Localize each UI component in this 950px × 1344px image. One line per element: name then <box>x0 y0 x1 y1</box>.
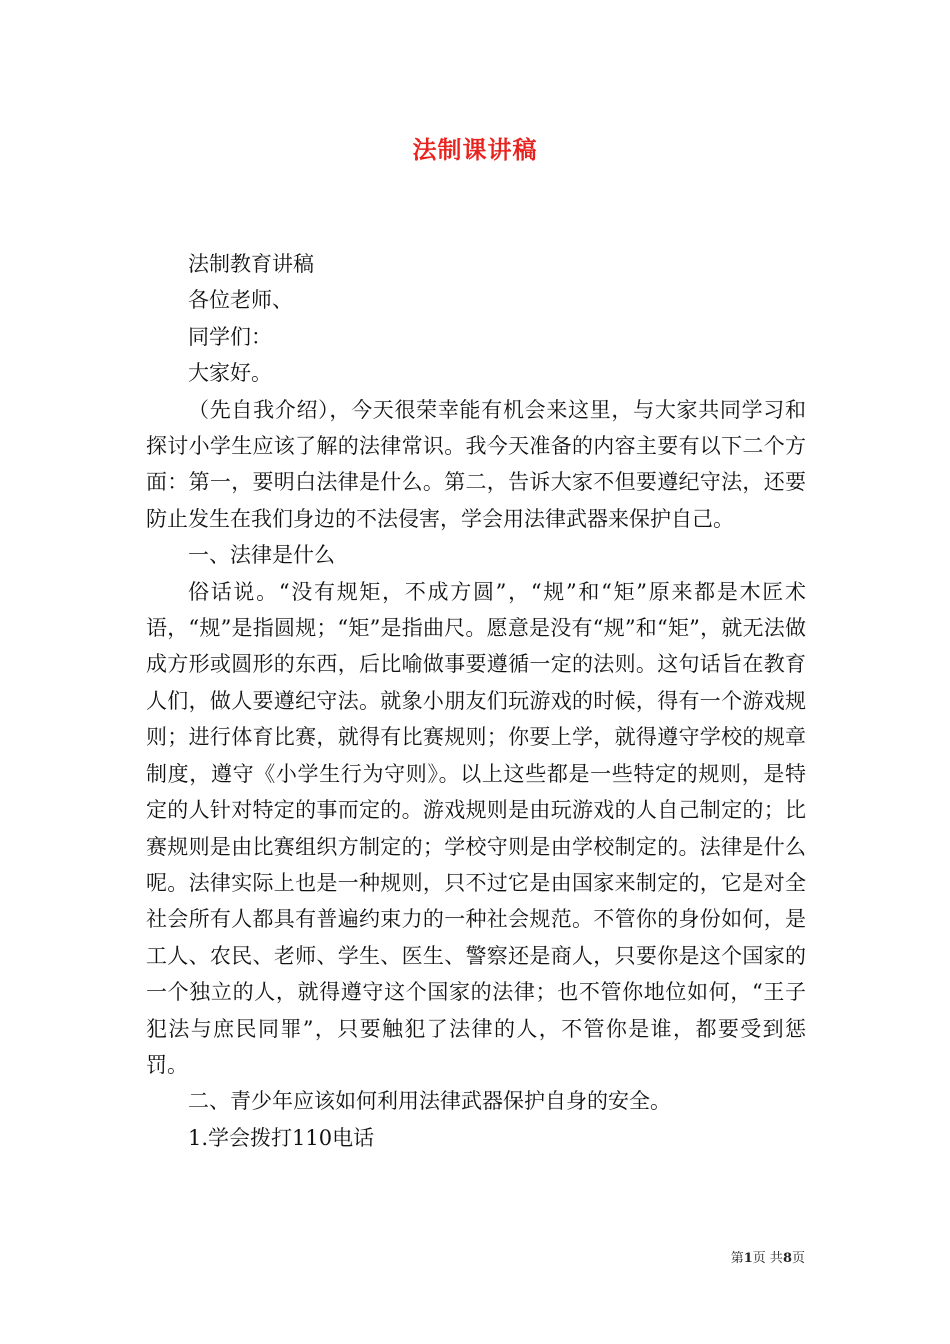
footer-middle: 页 共 <box>752 1251 783 1266</box>
footer-total-pages: 8 <box>782 1251 792 1266</box>
footer-suffix: 页 <box>791 1251 805 1266</box>
page-footer <box>731 1247 805 1266</box>
paragraph-salutation-teachers: 各位老师、 <box>188 288 293 313</box>
paragraph-intro: （先自我介绍），今天很荣幸能有机会来这里，与大家共同学习和探讨小学生应该了解的法律常识。我今天准备的内容主要有以下二个方面：第一，要明白法律是什么。第二，告诉大家不但要遵纪守法，还要防止发生在我们身边的不法侵害，学会用法律武器来保护自己。 <box>146 397 806 531</box>
footer-current-page: 1 <box>743 1251 753 1266</box>
paragraph-greeting: 大家好。 <box>188 361 272 386</box>
footer-prefix: 第 <box>730 1251 744 1266</box>
paragraph-salutation-students: 同学们： <box>188 324 272 349</box>
section-heading-1: 一、法律是什么 <box>188 543 335 568</box>
paragraph-heading: 法制教育讲稿 <box>188 252 314 276</box>
subsection-heading-1: 1.学会拨打110电话 <box>188 1125 375 1150</box>
section-heading-2: 二、青少年应该如何利用法律武器保护自身的安全。 <box>188 1089 671 1114</box>
paragraph-what-is-law: 俗话说。“没有规矩，不成方圆”，“规”和“矩”原来都是木匠术语，“规”是指圆规；“矩”是指曲尺。愿意是没有“规”和“矩”，就无法做成方形或圆形的东西，后比喻做事要遵循一定的法则。这句话旨在教育人们，做人要遵纪守法。就象小朋友们玩游戏的时候，得有一个游戏规则；进行体育比赛，就得有比赛规则；你要上学，就得遵守学校的规章制度，遵守《小学生行为守则》。以上这些都是一些特定的规则，是特定的人针对特定的事而定的。游戏规则是由玩游戏的人自己制定的；比赛规则是由比赛组织方制定的；学校守则是由学校制定的。法律是什么呢。法律实际上也是一种规则，只不过它是由国家来制定的，它是对全社会所有人都具有普遍约束力的一种社会规范。不管你的身份如何，是工人、农民、老师、学生、医生、警察还是商人，只要你是这个国家的一个独立的人，就得遵守这个国家的法律；也不管你地位如何，“王子犯法与庶民同罪”，只要触犯了法律的人，不管你是谁，都要受到惩罚。 <box>146 579 806 1077</box>
document-body <box>146 246 806 1156</box>
document-title: 法制课讲稿 <box>412 135 538 164</box>
